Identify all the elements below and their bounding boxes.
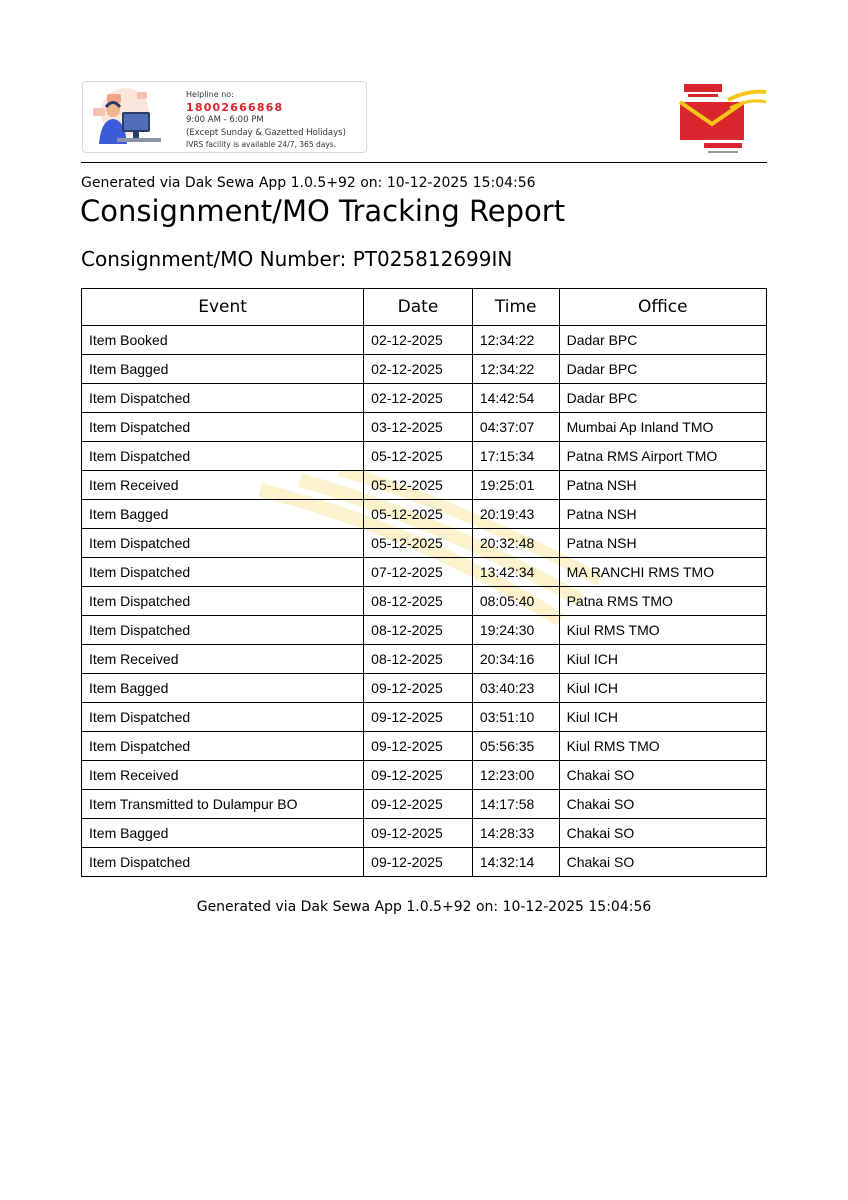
cell-time: 14:17:58 [472,790,559,819]
cell-date: 05-12-2025 [364,500,473,529]
cell-event: Item Received [82,471,364,500]
table-row [82,732,767,761]
cell-time: 03:51:10 [472,703,559,732]
table-row [82,819,767,848]
cell-office: Mumbai Ap Inland TMO [559,413,766,442]
cell-office: Kiul ICH [559,674,766,703]
cell-office: Patna RMS TMO [559,587,766,616]
cell-time: 12:34:22 [472,326,559,355]
cell-time: 19:25:01 [472,471,559,500]
table-row [82,355,767,384]
cell-time: 20:34:16 [472,645,559,674]
table-row [82,761,767,790]
cell-event: Item Dispatched [82,558,364,587]
column-header-office: Office [559,289,766,326]
cell-office: Kiul RMS TMO [559,732,766,761]
helpline-label: Helpline no: [186,90,234,99]
cell-time: 04:37:07 [472,413,559,442]
cell-date: 09-12-2025 [364,674,473,703]
helpline-ivrs: IVRS facility is available 24/7, 365 days. [186,140,337,149]
cell-time: 13:42:34 [472,558,559,587]
helpline-number: 18002666868 [186,100,284,114]
generated-stamp-bottom: Generated via Dak Sewa App 1.0.5+92 on: 10-12-2025 15:04:56 [196,899,652,915]
cell-office: Dadar BPC [559,326,766,355]
cell-event: Item Dispatched [82,529,364,558]
cell-date: 02-12-2025 [364,326,473,355]
cell-date: 05-12-2025 [364,442,473,471]
table-row [82,703,767,732]
table-row [82,413,767,442]
cell-office: Kiul ICH [559,645,766,674]
table-row [82,326,767,355]
cell-event: Item Dispatched [82,442,364,471]
table-row [82,848,767,877]
cell-date: 09-12-2025 [364,703,473,732]
table-header-row [82,289,767,326]
cell-date: 09-12-2025 [364,819,473,848]
cell-office: Patna NSH [559,500,766,529]
cell-date: 09-12-2025 [364,761,473,790]
cell-date: 09-12-2025 [364,790,473,819]
table-row [82,616,767,645]
column-header-time: Time [472,289,559,326]
cell-date: 02-12-2025 [364,384,473,413]
cell-office: Chakai SO [559,761,766,790]
column-header-date: Date [364,289,473,326]
cell-time: 03:40:23 [472,674,559,703]
helpline-info [186,89,346,152]
cell-date: 05-12-2025 [364,471,473,500]
consignment-number: Consignment/MO Number: PT025812699IN [81,247,513,271]
cell-date: 02-12-2025 [364,355,473,384]
cell-date: 08-12-2025 [364,645,473,674]
cell-event: Item Dispatched [82,848,364,877]
table-row [82,471,767,500]
cell-event: Item Dispatched [82,703,364,732]
cell-office: Kiul RMS TMO [559,616,766,645]
header-divider [81,162,767,163]
cell-event: Item Received [82,761,364,790]
cell-office: Dadar BPC [559,355,766,384]
cell-date: 05-12-2025 [364,529,473,558]
cell-time: 19:24:30 [472,616,559,645]
cell-office: Kiul ICH [559,703,766,732]
cell-time: 05:56:35 [472,732,559,761]
cell-event: Item Dispatched [82,384,364,413]
cell-time: 12:34:22 [472,355,559,384]
cell-event: Item Dispatched [82,616,364,645]
cell-time: 14:42:54 [472,384,559,413]
table-row [82,674,767,703]
cell-event: Item Received [82,645,364,674]
cell-event: Item Bagged [82,500,364,529]
cell-time: 17:15:34 [472,442,559,471]
cell-date: 03-12-2025 [364,413,473,442]
cell-office: Patna NSH [559,471,766,500]
cell-office: Chakai SO [559,819,766,848]
cell-time: 14:32:14 [472,848,559,877]
helpline-banner [82,81,367,153]
cell-event: Item Bagged [82,355,364,384]
table-row [82,587,767,616]
cell-event: Item Transmitted to Dulampur BO [82,790,364,819]
cell-office: Chakai SO [559,848,766,877]
table-row [82,442,767,471]
cell-time: 20:32:48 [472,529,559,558]
helpline-hours: 9:00 AM - 6:00 PM [186,115,264,125]
table-row [82,500,767,529]
column-header-event: Event [82,289,364,326]
cell-event: Item Booked [82,326,364,355]
table-row [82,790,767,819]
generated-stamp-top: Generated via Dak Sewa App 1.0.5+92 on: 10-12-2025 15:04:56 [81,175,536,191]
cell-time: 14:28:33 [472,819,559,848]
cell-date: 08-12-2025 [364,587,473,616]
cell-office: MA RANCHI RMS TMO [559,558,766,587]
cell-office: Chakai SO [559,790,766,819]
cell-office: Patna RMS Airport TMO [559,442,766,471]
cell-event: Item Dispatched [82,587,364,616]
table-row [82,529,767,558]
cell-time: 12:23:00 [472,761,559,790]
helpline-exception: (Except Sunday & Gazetted Holidays) [186,127,346,138]
cell-date: 07-12-2025 [364,558,473,587]
cell-office: Dadar BPC [559,384,766,413]
table-row [82,645,767,674]
cell-date: 09-12-2025 [364,848,473,877]
cell-date: 08-12-2025 [364,616,473,645]
table-row [82,384,767,413]
cell-office: Patna NSH [559,529,766,558]
india-post-logo-icon [668,80,768,158]
cell-time: 20:19:43 [472,500,559,529]
tracking-table [81,288,767,877]
table-row [82,558,767,587]
cell-time: 08:05:40 [472,587,559,616]
cell-event: Item Dispatched [82,732,364,761]
support-agent-icon [89,86,177,148]
cell-event: Item Bagged [82,674,364,703]
page-title: Consignment/MO Tracking Report [80,194,566,228]
cell-date: 09-12-2025 [364,732,473,761]
tracking-table-body [82,326,767,877]
cell-event: Item Bagged [82,819,364,848]
cell-event: Item Dispatched [82,413,364,442]
